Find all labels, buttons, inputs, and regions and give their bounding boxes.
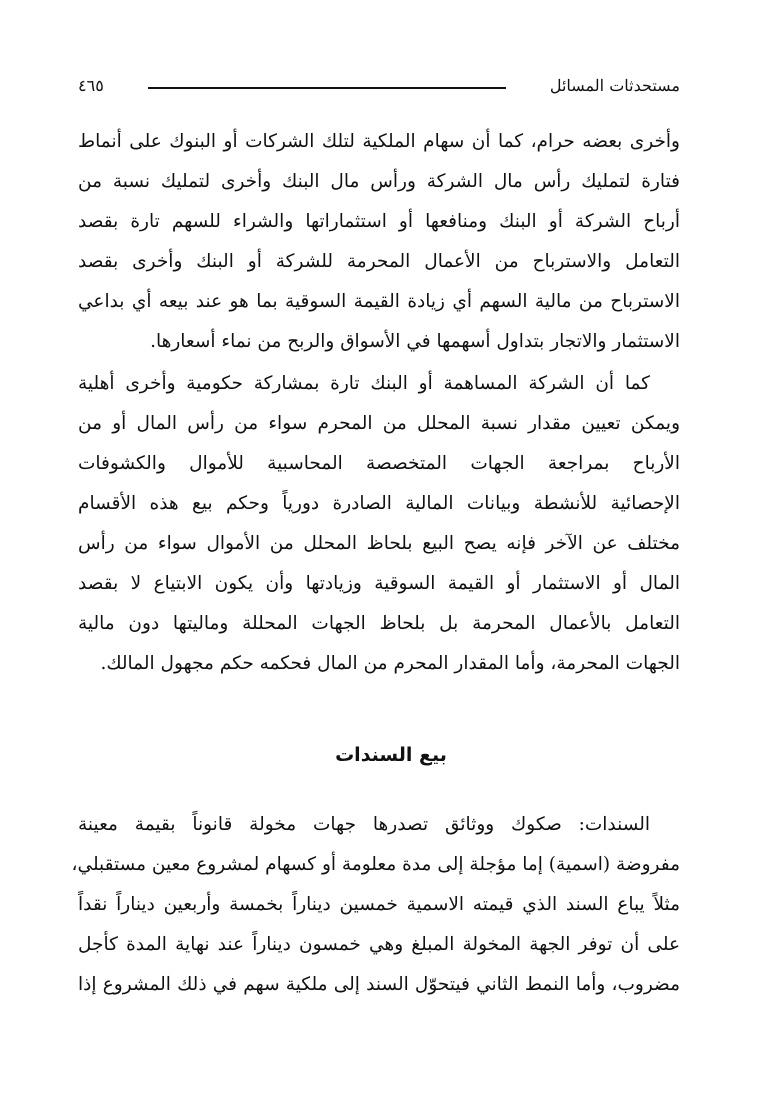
text-line: وأخرى بعضه حرام، كما أن سهام الملكية لتلك الشركات أو البنوك على أنماط bbox=[78, 131, 680, 152]
text-line: المال أو الاستثمار أو القيمة السوقية وزيادتها وأن يكون الابتياع لا بقصد bbox=[78, 573, 680, 594]
text-line: الأرباح بمراجعة الجهات المتخصصة المحاسبية للأموال والكشوفات bbox=[78, 453, 680, 474]
text-line: الإحصائية للأنشطة وبيانات المالية الصادرة دورياً وحكم بيع هذه الأقسام bbox=[78, 493, 680, 514]
section-heading: بيع السندات bbox=[335, 744, 447, 766]
header-rule bbox=[148, 87, 506, 89]
text-line: على أن توفر الجهة المخولة المبلغ وهي خمسون ديناراً عند نهاية المدة كأجل bbox=[78, 934, 680, 955]
text-line: الاسترباح من مالية السهم أي زيادة القيمة السوقية بما هو عند بيعه أي بداعي bbox=[78, 291, 680, 312]
text-line: الاستثمار والاتجار بتداول أسهمها في الأسواق والربح من نماء أسعارها. bbox=[150, 331, 680, 352]
text-line: كما أن الشركة المساهمة أو البنك تارة بمشاركة حكومية وأخرى أهلية bbox=[78, 373, 650, 394]
page-header bbox=[78, 72, 680, 102]
text-line: السندات: صكوك ووثائق تصدرها جهات مخولة قانوناً بقيمة معينة bbox=[78, 814, 650, 835]
text-line: فتارة لتمليك رأس مال الشركة ورأس مال البنك وأخرى لتمليك نسبة من bbox=[78, 171, 680, 192]
text-line: الجهات المحرمة، وأما المقدار المحرم من المال فحكمه حكم مجهول المالك. bbox=[100, 653, 680, 674]
paragraph-3 bbox=[71, 805, 680, 1005]
text-line: مضروب، وأما النمط الثاني فيتحوّل السند إلى ملكية سهم في ذلك المشروع إذا bbox=[78, 974, 680, 995]
text-line: أرباح الشركة أو البنك ومنافعها أو استثماراتها والشراء للسهم تارة بقصد bbox=[78, 211, 680, 232]
running-title: مستحدثات المسائل bbox=[549, 76, 680, 95]
paragraph-2 bbox=[78, 364, 680, 684]
text-line: مثلاً يباع السند الذي قيمته الاسمية خمسين ديناراً بخمسة وأربعين ديناراً نقداً bbox=[78, 894, 680, 915]
text-line: مختلف عن الآخر فإنه يصح البيع بلحاظ المحلل من الأموال سواء من رأس bbox=[78, 533, 680, 554]
page-number: ٤٦٥ bbox=[78, 76, 104, 95]
text-line: ويمكن تعيين مقدار نسبة المحلل من المحرم سواء من رأس المال أو من bbox=[78, 413, 680, 434]
text-line: التعامل بالأعمال المحرمة بل بلحاظ الجهات المحللة وماليتها دون مالية bbox=[78, 613, 680, 634]
paragraph-1 bbox=[78, 122, 680, 362]
text-line: مفروضة (اسمية) إما مؤجلة إلى مدة معلومة أو كسهام لمشروع معين مستقبلي، bbox=[71, 854, 680, 875]
text-line: التعامل والاسترباح من الأعمال المحرمة للشركة أو البنك وأخرى بقصد bbox=[78, 251, 680, 272]
